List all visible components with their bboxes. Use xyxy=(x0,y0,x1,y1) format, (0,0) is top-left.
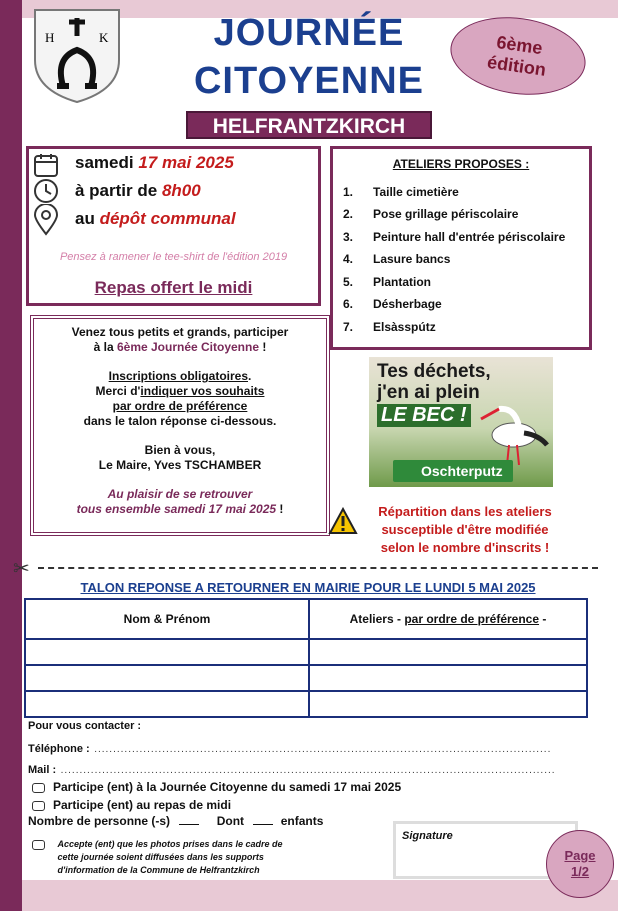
time-line xyxy=(75,181,201,201)
coat-of-arms-icon xyxy=(33,8,121,104)
place-value: dépôt communal xyxy=(99,209,236,228)
signature-box[interactable]: Signature xyxy=(393,821,578,879)
time-prefix: à partir de xyxy=(75,181,158,200)
msg-line-8: Le Maire, Yves TSCHAMBER xyxy=(98,458,262,472)
page-indicator: Page 1/2 xyxy=(546,830,614,898)
workshop-item: 4. Lasure bancs xyxy=(343,252,451,266)
tshirt-note: Pensez à ramener le tee-shirt de l'édition 2019 xyxy=(59,251,288,263)
phone-field[interactable]: ......................................................................................................................... xyxy=(94,744,552,755)
participate-checkbox[interactable] xyxy=(32,783,45,793)
msg-line-2: à la 6ème Journée Citoyenne ! xyxy=(93,340,267,354)
clock-icon xyxy=(33,178,59,204)
poster-slogan: LE BEC ! xyxy=(377,404,471,427)
place-line xyxy=(75,209,236,229)
workshop-item: 1. Taille cimetière xyxy=(343,185,459,199)
edition-line-1: 6ème xyxy=(495,31,544,59)
photo-consent-option: Accepte (ent) que les photos prises dans le cadre de cette journée soient diffusées dans les supports d'information de la Commune de Helfrantzkirch xyxy=(32,838,283,878)
talon-title: TALON REPONSE A RETOURNER EN MAIRIE POUR LE LUNDI 5 MAI 2025 xyxy=(80,580,536,595)
col-name-header: Nom & Prénom xyxy=(25,599,309,639)
workshop-item: 7. Elsàsspútz xyxy=(343,320,436,334)
location-pin-icon xyxy=(33,204,59,236)
invitation-box xyxy=(30,315,330,536)
bottom-band xyxy=(0,880,618,911)
cut-line xyxy=(38,567,598,569)
meal-note: Repas offert le midi xyxy=(94,278,253,297)
oschterputz-poster xyxy=(369,357,553,487)
village-banner: HELFRANTZKIRCH xyxy=(186,111,432,139)
meal-option: Participe (ent) au repas de midi xyxy=(32,798,231,812)
poster-headline: Tes déchets, j'en ai plein xyxy=(377,361,491,403)
msg-line-1: Venez tous petits et grands, participer xyxy=(71,325,289,339)
table-row xyxy=(25,665,587,691)
table-row xyxy=(25,639,587,665)
date-line xyxy=(75,153,234,173)
children-label: enfants xyxy=(280,814,324,828)
calendar-icon xyxy=(33,152,59,178)
workshops-cell[interactable] xyxy=(309,665,587,691)
count-field[interactable] xyxy=(179,824,199,825)
name-cell[interactable] xyxy=(25,691,309,717)
workshop-item: 5. Plantation xyxy=(343,275,432,289)
mail-label: Mail : xyxy=(28,764,57,776)
edition-line-2: édition xyxy=(486,51,548,80)
mail-field[interactable]: ................................................................................................................................... xyxy=(60,765,556,776)
title-line-2: CITOYENNE xyxy=(193,60,424,102)
place-prefix: au xyxy=(75,209,95,228)
msg-line-4: Merci d'indiquer vos souhaits xyxy=(95,384,265,398)
name-cell[interactable] xyxy=(25,639,309,665)
title-line-1: JOURNÉE xyxy=(213,12,405,54)
count-row xyxy=(28,814,323,828)
photo-consent-checkbox[interactable] xyxy=(32,840,45,850)
count-label: Nombre de personne (-s) xyxy=(28,814,171,828)
workshop-item: 2. Pose grillage périscolaire xyxy=(343,207,519,221)
participate-option: Participe (ent) à la Journée Citoyenne du samedi 17 mai 2025 xyxy=(32,780,401,794)
time-value: 8h00 xyxy=(161,181,201,200)
registration-table xyxy=(24,598,588,718)
workshop-item: 3. Peinture hall d'entrée périscolaire xyxy=(343,230,566,244)
workshop-item: 6. Désherbage xyxy=(343,297,442,311)
msg-line-5: par ordre de préférence xyxy=(112,399,248,413)
workshops-box xyxy=(330,146,592,350)
phone-row xyxy=(28,739,551,757)
stork-icon xyxy=(469,395,549,465)
warning-icon xyxy=(328,507,358,535)
workshops-title: ATELIERS PROPOSES : xyxy=(392,157,530,171)
table-header-row xyxy=(25,599,587,639)
phone-label: Téléphone : xyxy=(28,743,90,755)
mail-row xyxy=(28,760,556,778)
meal-checkbox[interactable] xyxy=(32,801,45,811)
workshops-cell[interactable] xyxy=(309,691,587,717)
workshops-cell[interactable] xyxy=(309,639,587,665)
scissors-icon: ✂ xyxy=(13,558,30,580)
msg-line-10: tous ensemble samedi 17 mai 2025 ! xyxy=(76,502,284,516)
poster-brand: Oschterputz xyxy=(393,460,513,482)
date-value: 17 mai 2025 xyxy=(138,153,234,172)
event-title xyxy=(186,14,432,110)
dont-label: Dont xyxy=(216,814,245,828)
left-band xyxy=(0,0,22,911)
date-prefix: samedi xyxy=(75,153,134,172)
shield-letter-k: K xyxy=(99,30,109,45)
table-row xyxy=(25,691,587,717)
msg-line-3: Inscriptions obligatoires. xyxy=(108,369,252,383)
warning-text: Répartition dans les ateliers susceptible d'être modifiée selon le nombre d'inscrits ! xyxy=(378,504,552,555)
contact-label: Pour vous contacter : xyxy=(28,720,142,732)
msg-line-6: dans le talon réponse ci-dessous. xyxy=(83,414,277,428)
name-cell[interactable] xyxy=(25,665,309,691)
children-field[interactable] xyxy=(253,824,273,825)
shield-letter-h: H xyxy=(45,30,55,45)
msg-line-7: Bien à vous, xyxy=(144,443,216,457)
col-workshops-header: Ateliers - par ordre de préférence - xyxy=(309,599,587,639)
msg-line-9: Au plaisir de se retrouver xyxy=(107,487,253,501)
